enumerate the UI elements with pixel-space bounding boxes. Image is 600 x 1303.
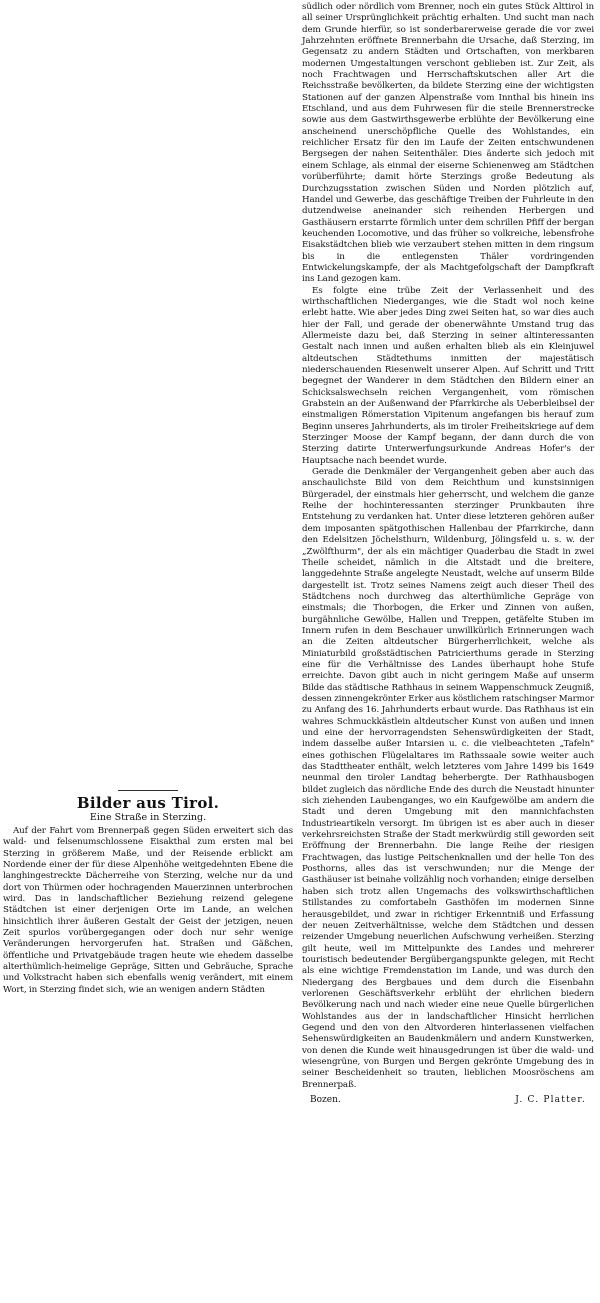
title-divider (118, 790, 178, 791)
right-paragraph-2: Es folgte eine trübe Zeit der Verlassenheit und des wirthschaftlichen Niederganges, wie die Stadt wol noch keine erlebt hatte. Wie aber jedes Ding zwei Seiten hat, so war dies auch hier der Fall, und gerade der obenerwähnte Umstand trug das Allermeiste dazu bei, daß Sterzing in seiner altinteressanten Gestalt nach innen und außen erhalten blieb als ein Kleinjuwel altdeutschen Städtethums inmitten der majestätisch niederschauenden Riesenwelt unserer Alpen. Auf Schritt und Tritt begegnet der Wanderer in dem Städtchen den Bildern einer an Schicksalswechseln reichen Vergangenheit, vom römischen Grabstein an der Außenwand der Pfarrkirche als Ueberbleibsel der einstmaligen Römerstation Vipitenum angefangen bis herauf zum Beginn unseres Jahrhunderts, als im tiroler Freiheitskriege auf dem Sterzinger Moose der Kampf begann, der dann durch die von Sterzing datirte Unterwerfungsurkunde Andreas Hofer's der Hauptsache nach beendet wurde. (302, 285, 594, 466)
left-column (3, 2, 293, 996)
right-paragraph-1: südlich oder nördlich vom Brenner, noch ein gutes Stück Alttirol in all seiner Ursprünglichkeit prächtig erhalten. Und sucht man nach dem Grunde hierfür, so ist sonderbarerweise gerade die vor zwei Jahrzehnten eröffnete Brennerbahn die Ursache, daß Sterzing, im Gegensatz zu andern Städten und Ortschaften, von merkbaren modernen Umgestaltungen verschont geblieben ist. Zur Zeit, als noch Frachtwagen und Herrschaftskutschen aller Art die Reichsstraße bevölkerten, da bildete Sterzing eine der wichtigsten Stationen auf der ganzen Alpenstraße vom Innthal bis hinein ins Etschland, und aus dem Fuhrwesen für die steile Brennerstrecke sowie aus dem Gastwirthsgewerbe erblühte der Bevölkerung eine anscheinend unerschöpfliche Quelle des Wohlstandes, ein reichlicher Ersatz für den im Laufe der Zeiten entschwundenen Bergsegen der nahen Seitenthäler. Dies änderte sich jedoch mit einem Schlage, als einmal der eiserne Schienenweg am Städtchen vorüberführte; damit hörte Sterzings große Bedeutung als Durchzugsstation zwischen Süden und Norden plötzlich auf, Handel und Gewerbe, das geschäftige Treiben der Fuhrleute in den dutzendweise aneinander sich reihenden Herbergen und Gasthäusern erstarrte förmlich unter dem schrillen Pfiff der bergan keuchenden Locomotive, und das früher so volkreiche, lebensfrohe Eisakstädtchen blieb wie verzaubert stehen mitten in dem ringsum bis in die entlegensten Thäler vordringenden Entwickelungskampfe, der als Machtgefolgschaft der Dampfkraft ins Land gezogen kam. (302, 2, 594, 285)
right-column (302, 2, 594, 1105)
right-paragraph-3: Gerade die Denkmäler der Vergangenheit geben aber auch das anschaulichste Bild von dem Reichthum und kunstsinnigen Bürgeradel, der einstmals hier geherrscht, und welchem die ganze Reihe der hochinteressanten sterzinger Prunkbauten ihre Entstehung zu verdanken hat. Unter diese letzteren gehören außer dem imposanten spätgothischen Hallenbau der Pfarrkirche, dann den Edelsitzen Jöchelsthurn, Wildenburg, Jölingsfeld u. s. w. der „Zwölfthurm", der als ein mächtiger Quaderbau die Stadt in zwei Theile scheidet, nämlich in die Altstadt und die breitere, langgedehnte Straße angelegte Neustadt, welche auf unserm Bilde dargestellt ist. Trotz seines Namens zeigt auch dieser Theil des Städtchens noch durchweg das alterthümliche Gepräge von einstmals; die Thorbogen, die Erker und Zinnen von außen, burgähnliche Gewölbe, Hallen und Treppen, getäfelte Stuben im Innern rufen in dem Beschauer unwillkürlich Erinnerungen wach an die Zeiten altdeutscher Bürgerherrlichkeit, welche als Miniaturbild großstädtischen Patricierthums gerade in Sterzing eine für die Verhältnisse des Landes überhaupt hohe Stufe erreichte. Davon gibt auch in nicht geringem Maße auf unserm Bilde das städtische Rathhaus in seinem Wappenschmuck Zeugniß, dessen zinnengekrönter Erker aus köstlichem ratschingser Marmor zu Anfang des 16. Jahrhunderts erbaut wurde. Das Rathhaus ist ein wahres Schmuckkästlein altdeutscher Kunst von außen und innen und eine der hervorragendsten Sehenswürdigkeiten der Stadt, indem dasselbe außer Intarsien u. c. die vielbeachteten „Tafeln" eines gothischen Flügelaltares im Rathssaale sowie weiter auch das Stadttheater enthält, welch letzteres vom Jahre 1499 bis 1649 neunmal den tiroler Landtag beherbergte. Der Rathhausbogen bildet zugleich das nördliche Ende des durch die Neustadt hinunter sich ziehenden Laubenganges, wo ein Kaufgewölbe am andern die Stadt und deren Umgebung mit den mannichfachsten Industrieartikeln versorgt. Im übrigen ist es aber auch in dieser verkehrsreichsten Straße der Stadt merkwürdig still geworden seit Eröffnung der Brennerbahn. Die lange Reihe der riesigen Frachtwagen, das lustige Peitschenknallen und der helle Ton des Posthorns, alles das ist verschwunden; nur die Menge der Gasthäuser ist beinahe vollzählig noch vorhanden; einige derselben haben sich trotz allen Ungemachs des volkswirthschaftlichen Stillstandes zu comfortabeln Gasthöfen im modernen Sinne herausgebildet, und zwar in richtiger Erkenntniß und Erfassung der neuen Zeitverhältnisse, welche dem Städtchen und dessen reizender Umgebung neuerlichen Aufschwung verheißen. Sterzing gilt heute, weil im Mittelpunkte des Landes und mehrerer touristisch bedeutender Bergübergangspunkte gelegen, mit Recht als eine wichtige Fremdenstation im Lande, und was durch den Niedergang des Bergbaues und dem durch die Eisenbahn verlorenen Geschäftsverkehr erblüht der ehrlichen biedern Bevölkerung nach und nach wieder eine neue Quelle bürgerlichen Wohlstandes aus der in landschaftlicher Hinsicht herrlichen Gegend und den von den Altvorderen hinterlassenen vielfachen Sehenswürdigkeiten an Baudenkmälern und andern Kunstwerken, von denen die Kunde weit hinausgedrungen ist über die wald- und wiesengrüne, von Burgen und Bergen gekrönte Umgebung des in seiner Bescheidenheit so trauten, lieblichen Moosröschens am Brennerpaß. (302, 467, 594, 1090)
article-title: Bilder aus Tirol. (76, 794, 220, 812)
article-subtitle: Eine Straße in Sterzing. (89, 812, 207, 823)
left-paragraph-1: Auf der Fahrt vom Brennerpaß gegen Süden erweitert sich das wald- und felsenumschlossene Eisakthal zum ersten mal bei Sterzing in größerem Maße, und der Reisende erblickt am Nordende einer der für diese Alpenhöhe weitgedehnten Ebene die langhingestreckte Dächerreihe von Sterzing, welche nur da und dort von Thürmen oder hochragenden Mauerzinnen unterbrochen wird. Das in landschaftlicher Beziehung reizend gelegene Städtchen ist einer derjenigen Orte im Lande, an welchen hinsichtlich ihrer äußeren Gestalt der Geist der jetzigen, neuen Zeit spurlos vorübergegangen oder doch nur sehr wenige Veränderungen hervorgerufen hat. Straßen und Gäßchen, öffentliche und Privatgebäude tragen heute wie ehedem dasselbe alterthümlich-heimelige Gepräge, Sitten und Gebräuche, Sprache und Volkstracht haben sich ebenfalls wenig verändert, mit einem Wort, in Sterzing findet sich, wie an wenigen andern Städten (3, 826, 293, 995)
author-name: J. C. Platter. (515, 1095, 586, 1105)
left-column-top-continuation-area (3, 2, 293, 787)
signature-line (302, 1095, 594, 1105)
place-of-writing: Bozen. (310, 1095, 341, 1105)
